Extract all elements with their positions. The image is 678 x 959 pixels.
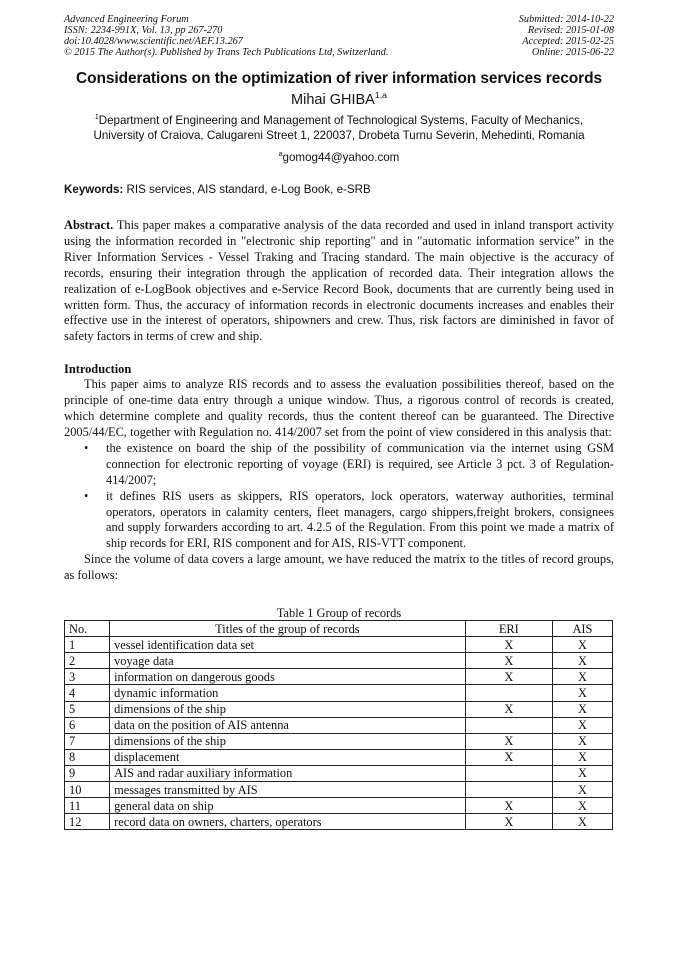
cell-ais: X — [552, 637, 612, 653]
journal-info — [64, 14, 388, 58]
records-table — [64, 620, 613, 830]
cell-title: dimensions of the ship — [110, 733, 466, 749]
table-row — [65, 749, 613, 765]
author-sup: 1,a — [374, 90, 387, 101]
author-line — [64, 92, 614, 108]
table-row — [65, 669, 613, 685]
abstract — [64, 218, 614, 345]
cell-eri: X — [465, 669, 552, 685]
cell-eri: X — [465, 798, 552, 814]
affiliation-line2: University of Craiova, Calugareni Street 1, 220037, Drobeta Turnu Severin, Mehedinti, Romania — [93, 129, 585, 142]
cell-eri: X — [465, 701, 552, 717]
cell-no: 2 — [65, 653, 110, 669]
journal-doi: doi:10.4028/www.scientific.net/AEF.13.267 — [64, 36, 243, 47]
table-row — [65, 798, 613, 814]
keywords-label: Keywords: — [64, 183, 124, 196]
cell-ais: X — [552, 798, 612, 814]
cell-no: 1 — [65, 637, 110, 653]
intro-paragraph-1: This paper aims to analyze RIS records and to assess the evaluation possibilities thereof, based on the principle of one-time data entry through a unique window. Thus, a rigorous control of records is created, which determine complete and quality records, thus the content thereof can be guaranteed. The Directive 2005/44/EC, together with Regulation no. 414/2007 set from the point of view considered in this analysis that: — [64, 377, 614, 439]
cell-eri: X — [465, 637, 552, 653]
cell-no: 9 — [65, 765, 110, 781]
paper-title: Considerations on the optimization of river information services records — [76, 70, 602, 87]
cell-title: vessel identification data set — [110, 637, 466, 653]
cell-ais: X — [552, 685, 612, 701]
email-sup: a — [278, 151, 283, 159]
cell-title: voyage data — [110, 653, 466, 669]
date-accepted: Accepted: 2015-02-25 — [522, 36, 614, 47]
cell-no: 4 — [65, 685, 110, 701]
cell-ais: X — [552, 733, 612, 749]
cell-title: record data on owners, charters, operators — [110, 814, 466, 830]
date-submitted: Submitted: 2014-10-22 — [518, 14, 614, 25]
keywords-text: RIS services, AIS standard, e-Log Book, e-SRB — [123, 183, 371, 196]
cell-ais: X — [552, 701, 612, 717]
table-row — [65, 701, 613, 717]
cell-title: information on dangerous goods — [110, 669, 466, 685]
table-row — [65, 765, 613, 781]
journal-issn: ISSN: 2234-991X, Vol. 13, pp 267-270 — [64, 25, 223, 36]
table-header-row — [65, 621, 613, 637]
cell-no: 5 — [65, 701, 110, 717]
bullet-text: it defines RIS users as skippers, RIS operators, lock operators, waterway authorities, terminal operators, operators in calamity centers, fleet managers, cargo shippers,freight brokers, consignees and supply forwarders according to art. 4.2.5 of the Regulation. From this point we made a matrix of ship records for ERI, RIS component and for AIS, RIS-VTT component. — [106, 488, 614, 551]
table-row — [65, 733, 613, 749]
table-row — [65, 637, 613, 653]
abstract-label: Abstract. — [64, 218, 114, 232]
cell-ais: X — [552, 814, 612, 830]
affiliation — [54, 113, 624, 143]
bullet-item — [84, 440, 614, 489]
cell-ais: X — [552, 765, 612, 781]
table-row — [65, 685, 613, 701]
cell-eri — [465, 781, 552, 797]
table-caption: Table 1 Group of records — [276, 606, 402, 621]
bullet-text: the existence on board the ship of the possibility of communication via the internet using GSM connection for electronic reporting of voyage (ERI) is required, see Article 3 pct. 3 of Regulation-414/2007; — [106, 440, 614, 487]
cell-eri: X — [465, 749, 552, 765]
cell-no: 3 — [65, 669, 110, 685]
journal-name: Advanced Engineering Forum — [64, 14, 189, 25]
paper-page — [64, 14, 614, 830]
journal-header — [64, 14, 614, 58]
cell-ais: X — [552, 749, 612, 765]
abstract-text: This paper makes a comparative analysis of the data recorded and used in inland transport activity using the information recorded in "electronic ship reporting" and in "automatic information service” in the River Information Services - Vessel Traking and Tracing standard. The main objective is the accuracy of records, ensuring their integration through the application of recorded data. Their integration allows the realization of e-LogBook objectives and e-Service Record Book, documents that are currently being used in written form. Thus, the accuracy of information records in electronic documents increases and enables their effective use in the interest of operators, shipowners and crew. Thus, risk factors are diminished in favor of safety factors in terms of crew and ship. — [64, 218, 614, 344]
author-email — [64, 151, 614, 164]
cell-title: dynamic information — [110, 685, 466, 701]
table-row — [65, 653, 613, 669]
section-heading-introduction: Introduction — [64, 362, 132, 377]
affiliation-sup: 1 — [94, 114, 99, 122]
cell-title: messages transmitted by AIS — [110, 781, 466, 797]
cell-eri: X — [465, 653, 552, 669]
cell-no: 7 — [65, 733, 110, 749]
date-online: Online: 2015-06-22 — [531, 47, 614, 58]
cell-no: 12 — [65, 814, 110, 830]
cell-no: 11 — [65, 798, 110, 814]
header-title: Titles of the group of records — [110, 621, 466, 637]
cell-eri — [465, 717, 552, 733]
author-name: Mihai GHIBA — [291, 92, 375, 108]
bullet-item — [84, 488, 614, 553]
cell-ais: X — [552, 717, 612, 733]
date-revised: Revised: 2015-01-08 — [527, 25, 614, 36]
cell-eri: X — [465, 814, 552, 830]
cell-title: general data on ship — [110, 798, 466, 814]
cell-eri — [465, 765, 552, 781]
email-address[interactable]: gomog44@yahoo.com — [282, 151, 400, 164]
cell-title: dimensions of the ship — [110, 701, 466, 717]
cell-ais: X — [552, 669, 612, 685]
header-eri: ERI — [465, 621, 552, 637]
journal-copyright: © 2015 The Author(s). Published by Trans Tech Publications Ltd, Switzerland. — [64, 47, 389, 58]
intro-paragraph-2: Since the volume of data covers a large amount, we have reduced the matrix to the titles of record groups, as follows: — [64, 552, 614, 583]
submission-dates — [519, 14, 614, 58]
cell-no: 6 — [65, 717, 110, 733]
table-row — [65, 781, 613, 797]
cell-eri — [465, 685, 552, 701]
bullet-icon: • — [84, 440, 89, 455]
header-no: No. — [65, 621, 110, 637]
cell-ais: X — [552, 781, 612, 797]
table-row — [65, 814, 613, 830]
cell-eri: X — [465, 733, 552, 749]
cell-ais: X — [552, 653, 612, 669]
cell-title: displacement — [110, 749, 466, 765]
keywords — [64, 183, 614, 196]
cell-title: AIS and radar auxiliary information — [110, 765, 466, 781]
affiliation-line1: Department of Engineering and Management of Technological Systems, Faculty of Mechanics, — [98, 114, 584, 127]
intro-bullet-list — [64, 441, 614, 552]
cell-title: data on the position of AIS antenna — [110, 717, 466, 733]
cell-no: 8 — [65, 749, 110, 765]
header-ais: AIS — [552, 621, 612, 637]
bullet-icon: • — [84, 488, 89, 503]
table-row — [65, 717, 613, 733]
cell-no: 10 — [65, 781, 110, 797]
